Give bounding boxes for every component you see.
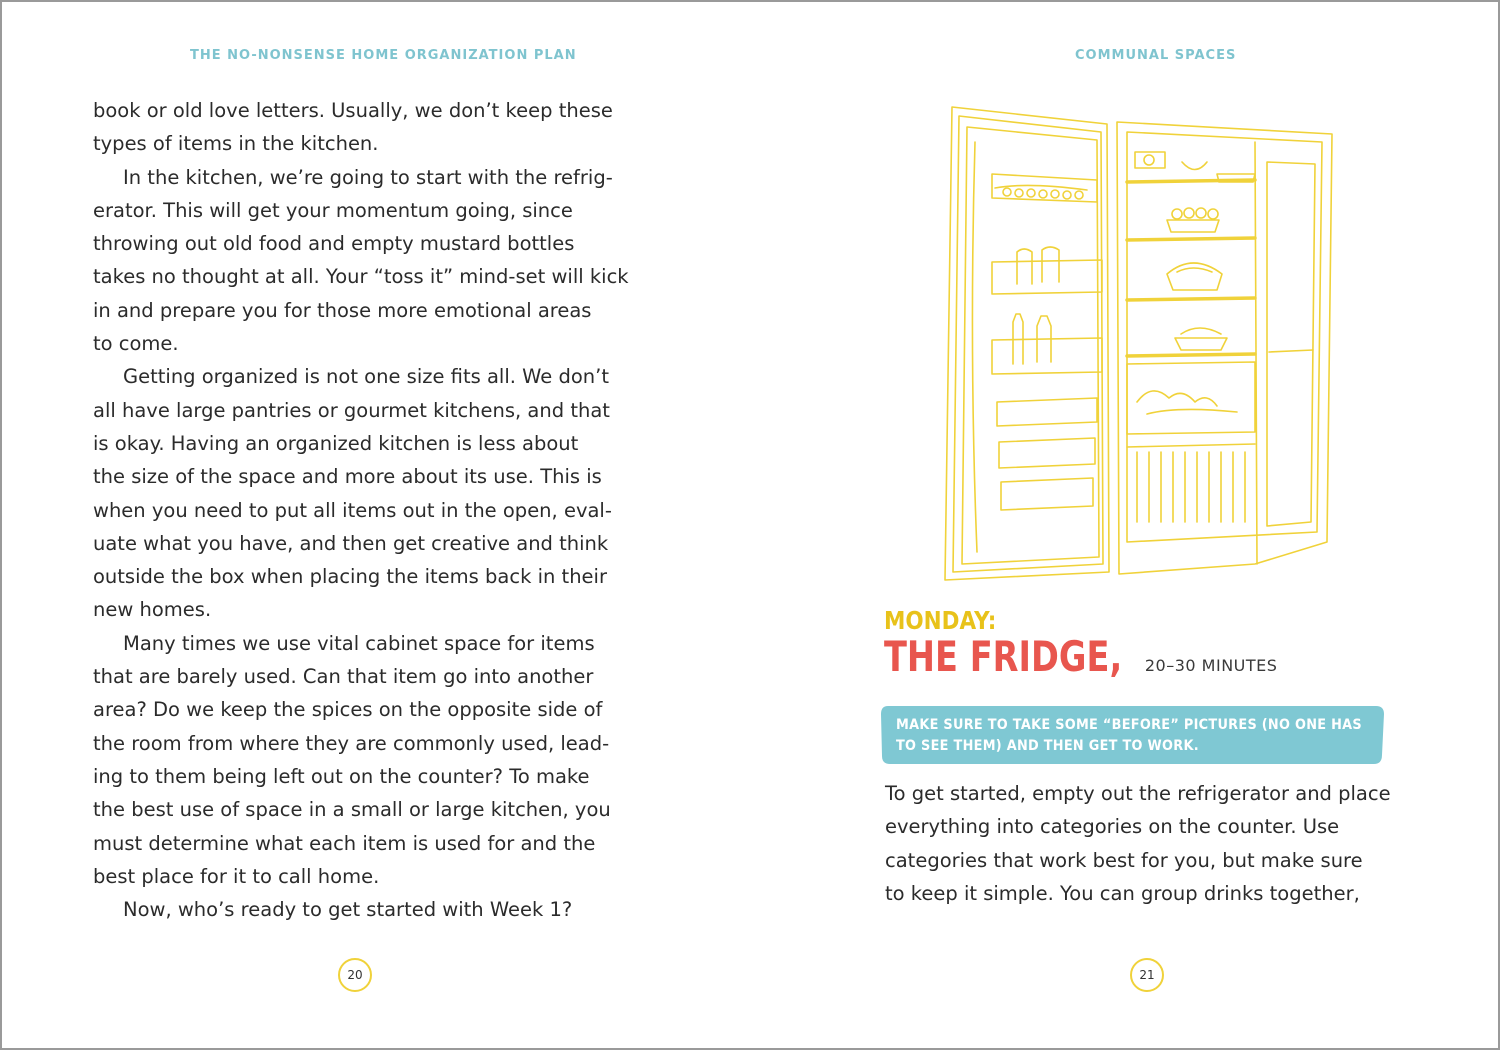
text-line: In the kitchen, we’re going to start with the refrig- <box>123 165 613 189</box>
text-line: takes no thought at all. Your “toss it” mind-set will kick <box>93 265 629 289</box>
left-running-head: THE NO-NONSENSE HOME ORGANIZATION PLAN <box>190 48 577 63</box>
text-line: when you need to put all items out in the open, eval- <box>93 498 612 522</box>
text-line: throwing out old food and empty mustard bottles <box>93 232 575 256</box>
text-line: ing to them being left out on the counter? To make <box>93 764 590 788</box>
text-line: is okay. Having an organized kitchen is less about <box>93 431 579 455</box>
text-line: the best use of space in a small or large kitchen, you <box>93 798 611 822</box>
page-number-left: 20 <box>338 958 372 992</box>
left-body-text <box>93 94 633 926</box>
text-line: area? Do we keep the spices on the opposite side of <box>93 698 603 722</box>
text-line: Now, who’s ready to get started with Week 1? <box>123 898 573 922</box>
text-line: best place for it to call home. <box>93 864 380 888</box>
text-line: to come. <box>93 332 179 356</box>
text-line: everything into categories on the counter. Use <box>885 815 1340 839</box>
text-line: in and prepare you for those more emotional areas <box>93 298 592 322</box>
day-label: MONDAY: <box>884 606 997 635</box>
text-line: new homes. <box>93 598 212 622</box>
text-line: book or old love letters. Usually, we don’t keep these <box>93 99 613 122</box>
refrigerator-illustration <box>937 102 1347 592</box>
text-line: to keep it simple. You can group drinks together, <box>885 881 1360 905</box>
text-line: Many times we use vital cabinet space for items <box>123 631 595 655</box>
task-heading <box>884 632 1277 681</box>
tip-text <box>896 715 1402 757</box>
text-line: that are barely used. Can that item go into another <box>93 665 594 689</box>
text-line: types of items in the kitchen. <box>93 132 379 156</box>
text-line: the size of the space and more about its use. This is <box>93 465 602 489</box>
tip-callout <box>880 705 1385 765</box>
right-running-head: COMMUNAL SPACES <box>1075 48 1237 63</box>
book-spread <box>2 2 1498 1048</box>
text-line: all have large pantries or gourmet kitchens, and that <box>93 398 610 422</box>
text-line: must determine what each item is used for and the <box>93 831 596 855</box>
tip-line: TO SEE THEM) AND THEN GET TO WORK. <box>896 738 1199 754</box>
text-line: categories that work best for you, but make sure <box>885 848 1363 872</box>
text-line: Getting organized is not one size fits all. We don’t <box>123 365 609 389</box>
text-line: uate what you have, and then get creative and think <box>93 531 609 555</box>
task-name: THE FRIDGE, <box>884 632 1123 681</box>
text-line: To get started, empty out the refrigerator and place <box>885 782 1391 805</box>
text-line: erator. This will get your momentum going, since <box>93 198 573 222</box>
right-body-text <box>885 777 1405 910</box>
task-duration: 20–30 MINUTES <box>1144 656 1278 675</box>
text-line: outside the box when placing the items back in their <box>93 565 607 589</box>
text-line: the room from where they are commonly used, lead- <box>93 731 610 755</box>
tip-line: MAKE SURE TO TAKE SOME “BEFORE” PICTURES (NO ONE HAS <box>896 717 1362 733</box>
page-number-right: 21 <box>1130 958 1164 992</box>
